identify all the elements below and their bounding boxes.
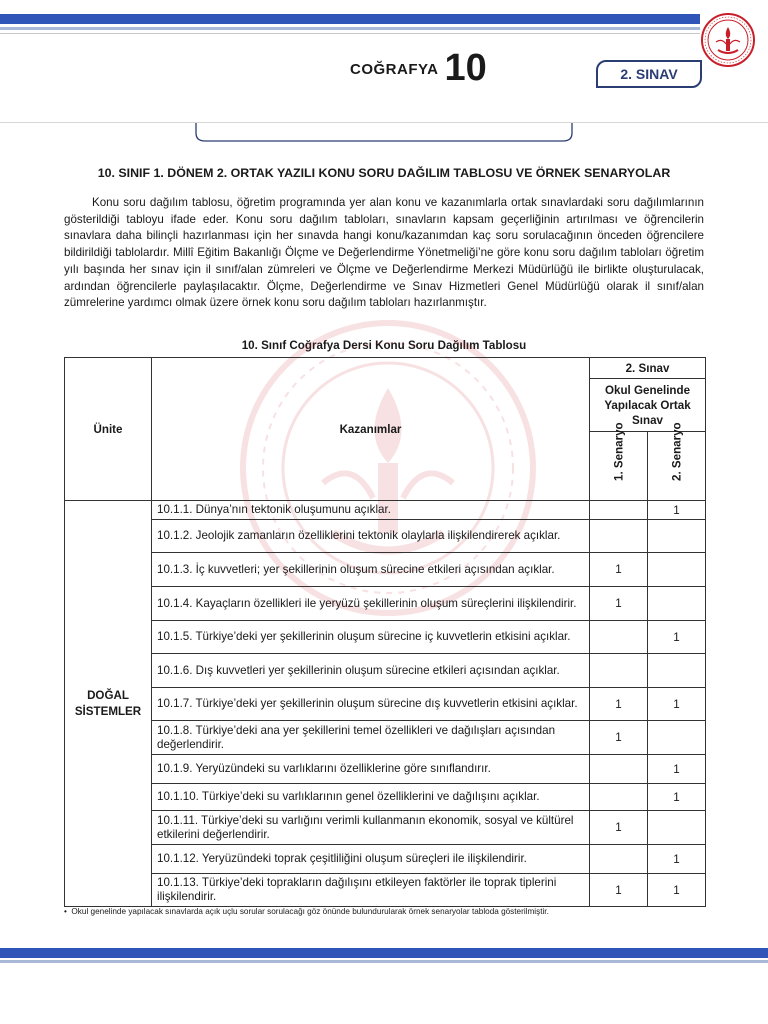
kazanim-cell: 10.1.1. Dünya’nın tektonik oluşumunu açıklar. (152, 501, 590, 520)
footnote: • Okul genelinde yapılacak sınavlarda açık uçlu sorular sorulacağı göz önünde bulundurularak örnek senaryolar tabloda gösterilmiştir. (64, 907, 549, 916)
page-heading: 10. SINIF 1. DÖNEM 2. ORTAK YAZILI KONU SORU DAĞILIM TABLOSU VE ÖRNEK SENARYOLAR (97, 166, 671, 180)
table-row (65, 501, 706, 520)
scenario-1-count (590, 520, 648, 553)
meb-seal-icon (700, 12, 756, 68)
scenario-2-count: 1 (648, 845, 706, 874)
table-row (65, 845, 706, 874)
scenario-2-count: 1 (648, 755, 706, 784)
header-bracket-decoration (195, 123, 573, 143)
scenario-1-count: 1 (590, 688, 648, 721)
scenario-2-count (648, 811, 706, 845)
header-scenario-1: 1. Senaryo (590, 432, 648, 501)
bottom-decorative-bar (0, 948, 768, 964)
table-row (65, 874, 706, 907)
kazanim-cell: 10.1.7. Türkiye’deki yer şekillerinin oluşum sürecine dış kuvvetlerin etkisini açıklar. (152, 688, 590, 721)
table-row (65, 784, 706, 811)
scenario-2-count: 1 (648, 874, 706, 907)
table-row (65, 654, 706, 688)
unit-name-line2: SİSTEMLER (74, 704, 142, 718)
scenario-2-count: 1 (648, 688, 706, 721)
intro-paragraph: Konu soru dağılım tablosu, öğretim programında yer alan konu ve kazanımlarla ortak sınavlardaki soru dağılımlarının gösterildiği tabloyu ifade eder. Konu soru dağılım tabloları, sınavların kapsam geçerliğinin artırılması ve öğrencilerin sınavlara daha bilinçli hazırlanması için her sınavda hangi konu/kazanımdan kaç soru sorulacağının önceden öğrencilere bildirildiği tablolardır. Millî Eğitim Bakanlığı Ölçme ve Değerlendirme Yönetmeliği’ne göre konu soru dağılım tabloları öğretim yılı başında her sınav için il sınıf/alan zümreleri ve Ölçme ve Değerlendirme Merkezi Müdürlüğü ile birlikte oluşturulacak, ardından öğrencilerle paylaşılacaktır. Ölçme, Değerlendirme ve Sınav Hizmetleri Genel Müdürlüğü olarak il sınıf/alan zümrelerine yardımcı olmak üzere örnek konu soru dağılım tabloları hazırlanmıştır. (64, 196, 704, 310)
scenario-2-count: 1 (648, 784, 706, 811)
table-row (65, 688, 706, 721)
kazanim-cell: 10.1.2. Jeolojik zamanların özelliklerini tektonik olaylarla ilişkilendirerek açıklar. (152, 520, 590, 553)
top-decorative-bar (0, 14, 700, 42)
scenario-1-count: 1 (590, 874, 648, 907)
table-row (65, 755, 706, 784)
scenario-1-count (590, 755, 648, 784)
kazanim-cell: 10.1.3. İç kuvvetleri; yer şekillerinin oluşum sürecine etkileri açısından açıklar. (152, 553, 590, 587)
scenario-1-count (590, 501, 648, 520)
kazanim-cell: 10.1.4. Kayaçların özellikleri ile yeryüzü şekillerinin oluşum süreçlerini ilişkilendirir. (152, 587, 590, 621)
unit-cell (65, 501, 152, 907)
scenario-1-count (590, 621, 648, 654)
kazanim-cell: 10.1.8. Türkiye’deki ana yer şekillerini temel özellikleri ve dağılışları açısından değerlendirir. (152, 721, 590, 755)
table-caption: 10. Sınıf Coğrafya Dersi Konu Soru Dağılım Tablosu (241, 339, 527, 352)
scenario-2-count (648, 721, 706, 755)
header-kazanim: Kazanımlar (152, 358, 590, 501)
scenario-2-count (648, 654, 706, 688)
scenario-1-count: 1 (590, 587, 648, 621)
scenario-2-count: 1 (648, 621, 706, 654)
subject-title: COĞRAFYA (350, 61, 439, 78)
scenario-1-count: 1 (590, 811, 648, 845)
table-row (65, 811, 706, 845)
kazanim-cell: 10.1.12. Yeryüzündeki toprak çeşitliliğini oluşum süreçleri ile ilişkilendirir. (152, 845, 590, 874)
scenario-2-count: 1 (648, 501, 706, 520)
scenario-1-count (590, 784, 648, 811)
kazanim-cell: 10.1.10. Türkiye’deki su varlıklarının genel özelliklerini ve dağılışını açıklar. (152, 784, 590, 811)
scenario-2-count (648, 587, 706, 621)
header-school-exam: Okul Genelinde Yapılacak Ortak Sınav (590, 379, 706, 432)
scenario-1-count (590, 654, 648, 688)
scenario-1-count: 1 (590, 721, 648, 755)
table-row (65, 587, 706, 621)
header-exam: 2. Sınav (590, 358, 706, 379)
table-row (65, 553, 706, 587)
kazanim-cell: 10.1.5. Türkiye’deki yer şekillerinin oluşum sürecine iç kuvvetlerin etkisini açıklar. (152, 621, 590, 654)
header-scenario-2: 2. Senaryo (648, 432, 706, 501)
header-unit: Ünite (65, 358, 152, 501)
exam-number-tab: 2. SINAV (596, 60, 702, 88)
table-row (65, 721, 706, 755)
grade-number: 10 (444, 47, 487, 89)
scenario-1-count: 1 (590, 553, 648, 587)
table-row (65, 520, 706, 553)
unit-name-line1: DOĞAL (87, 688, 129, 702)
document-title (350, 47, 487, 89)
scenario-1-count (590, 845, 648, 874)
scenario-2-count (648, 520, 706, 553)
kazanim-cell: 10.1.6. Dış kuvvetleri yer şekillerinin oluşum sürecine etkileri açısından açıklar. (152, 654, 590, 688)
kazanim-cell: 10.1.13. Türkiye’deki toprakların dağılışını etkileyen faktörler ile toprak tiplerini ilişkilendirir. (152, 874, 590, 907)
kazanim-cell: 10.1.11. Türkiye’deki su varlığını verimli kullanmanın ekonomik, sosyal ve kültürel etkilerini değerlendirir. (152, 811, 590, 845)
table-row (65, 621, 706, 654)
scenario-2-count (648, 553, 706, 587)
topic-question-distribution-table (64, 357, 706, 907)
kazanim-cell: 10.1.9. Yeryüzündeki su varlıklarını özelliklerine göre sınıflandırır. (152, 755, 590, 784)
